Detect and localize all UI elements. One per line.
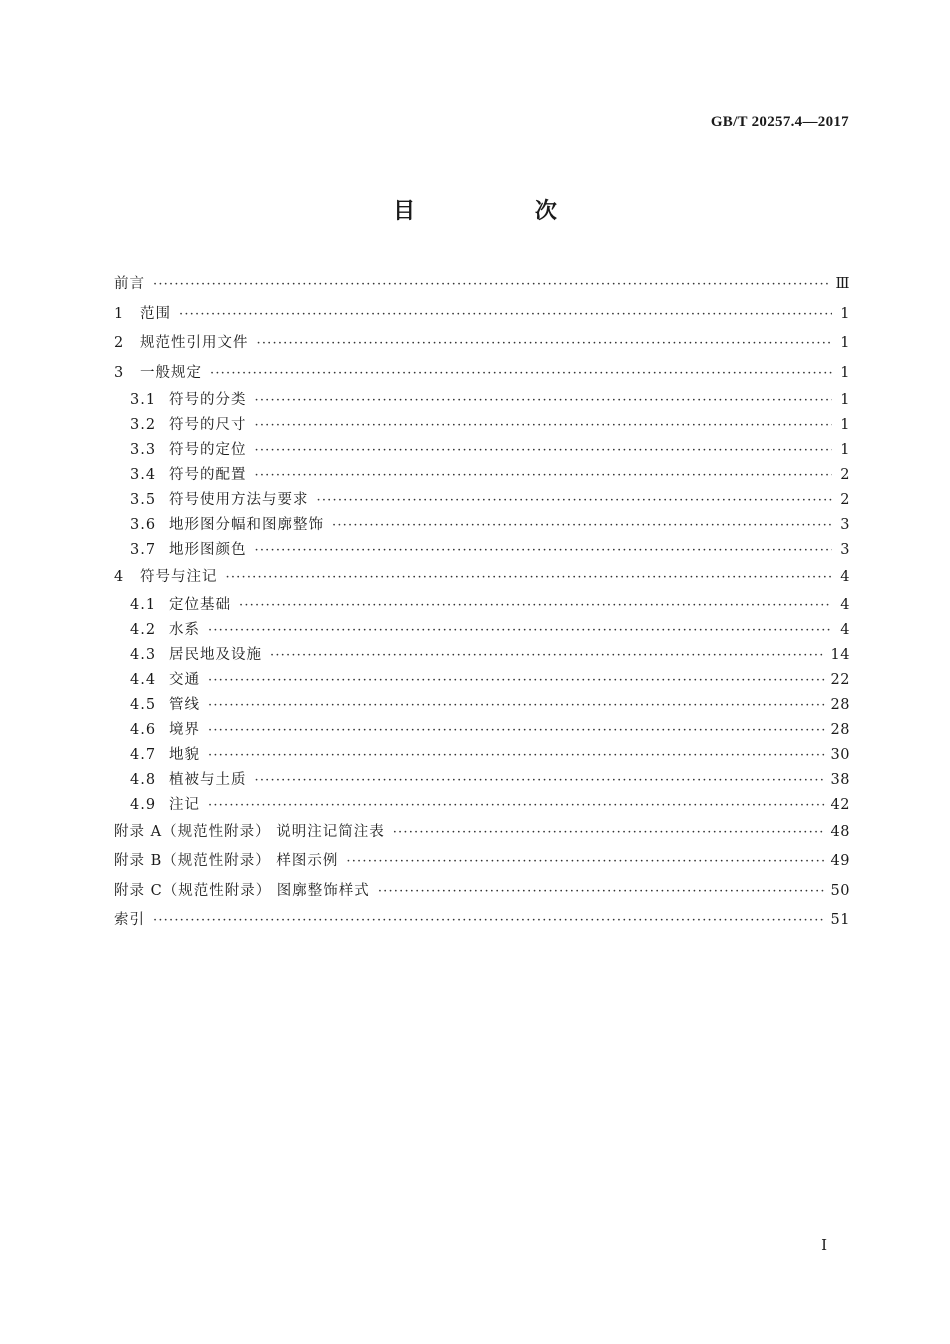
toc-entry-page: 28 — [830, 721, 850, 738]
toc-entry-page: 48 — [830, 823, 850, 840]
toc-entry[interactable] — [114, 413, 850, 438]
toc-entry-page: Ⅲ — [835, 276, 850, 292]
dot-leader — [153, 906, 825, 936]
dot-leader — [255, 463, 833, 488]
toc-entry-page: 51 — [830, 912, 850, 928]
toc-entry-page: 28 — [830, 696, 850, 713]
toc-entry-number: 3.1 — [130, 392, 157, 408]
toc-entry-label: 一般规定 — [140, 364, 202, 381]
toc-entry-label: 规范性引用文件 — [140, 335, 249, 351]
toc-entry[interactable] — [114, 643, 850, 668]
toc-entry-number: 3.4 — [130, 467, 157, 483]
toc-entry-label: 地形图分幅和图廓整饰 — [169, 517, 324, 533]
toc-entry-label: 交通 — [169, 671, 200, 688]
dot-leader — [210, 359, 832, 389]
toc-entry-label: 境界 — [169, 721, 200, 738]
toc-entry-label: 植被与土质 — [169, 771, 247, 788]
toc-entry-page: 1 — [840, 364, 850, 381]
toc-entry-label: 附录 B（规范性附录） 样图示例 — [114, 853, 339, 869]
toc-entry-label: 定位基础 — [169, 596, 231, 613]
toc-entry-label: 符号使用方法与要求 — [169, 492, 309, 508]
toc-entry[interactable] — [114, 768, 850, 793]
toc-entry[interactable] — [114, 877, 850, 907]
toc-entry[interactable] — [114, 359, 850, 389]
toc-entry-label: 符号的定位 — [169, 442, 247, 458]
toc-entry[interactable] — [114, 438, 850, 463]
toc-entry[interactable] — [114, 793, 850, 818]
toc-entry-number: 4.7 — [130, 746, 157, 763]
toc-entry-label: 地貌 — [169, 746, 200, 763]
toc-entry-page: 4 — [840, 569, 850, 585]
toc-entry[interactable] — [114, 668, 850, 693]
toc-entry-number: 4.2 — [130, 621, 157, 638]
toc-entry-number: 4.9 — [130, 796, 157, 813]
standard-code: GB/T 20257.4—2017 — [710, 114, 849, 130]
toc-entry-page: 1 — [840, 442, 850, 458]
toc-entry[interactable] — [114, 718, 850, 743]
toc-entry-label: 地形图颜色 — [169, 542, 247, 558]
toc-entry[interactable] — [114, 563, 850, 593]
dot-leader — [208, 743, 825, 768]
toc-entry-page: 1 — [840, 392, 850, 408]
dot-leader — [239, 593, 832, 618]
toc-entry-number: 4.4 — [130, 671, 157, 688]
toc-entry[interactable] — [114, 538, 850, 563]
toc-entry[interactable] — [114, 463, 850, 488]
dot-leader — [270, 643, 825, 668]
dot-leader — [255, 538, 833, 563]
toc-entry[interactable] — [114, 488, 850, 513]
toc-entry[interactable] — [114, 270, 850, 300]
toc-entry-page: 38 — [830, 771, 850, 788]
toc-entry-page: 49 — [830, 853, 850, 869]
toc-entry[interactable] — [114, 818, 850, 848]
dot-leader — [255, 768, 825, 793]
toc-entry-page: 22 — [830, 671, 850, 688]
toc-entry-page: 1 — [840, 305, 850, 322]
dot-leader — [393, 818, 825, 848]
toc-entry-number: 4.3 — [130, 646, 157, 663]
toc-entry-page: 3 — [840, 542, 850, 558]
toc-entry-number: 3 — [114, 364, 125, 381]
toc-entry-page: 14 — [830, 646, 850, 663]
toc-entry[interactable] — [114, 329, 850, 359]
toc-entry-page: 4 — [840, 621, 850, 638]
dot-leader — [317, 488, 833, 513]
dot-leader — [208, 668, 825, 693]
dot-leader — [255, 413, 833, 438]
toc-entry-label: 范围 — [140, 305, 171, 322]
table-of-contents — [114, 270, 850, 936]
dot-leader — [346, 847, 824, 877]
dot-leader — [208, 618, 832, 643]
dot-leader — [255, 438, 833, 463]
toc-entry-page: 30 — [830, 746, 850, 763]
toc-entry[interactable] — [114, 693, 850, 718]
toc-entry-label: 前言 — [114, 276, 145, 292]
toc-entry-page: 4 — [840, 596, 850, 613]
toc-entry[interactable] — [114, 513, 850, 538]
toc-entry-label: 居民地及设施 — [169, 646, 262, 663]
toc-entry-number: 4.5 — [130, 696, 157, 713]
toc-entry-number: 3.7 — [130, 542, 157, 558]
toc-entry-number: 2 — [114, 335, 125, 351]
toc-entry[interactable] — [114, 618, 850, 643]
toc-entry-page: 2 — [840, 492, 850, 508]
toc-entry-number: 4.8 — [130, 771, 157, 788]
toc-entry-label: 附录 A（规范性附录） 说明注记简注表 — [114, 823, 385, 840]
toc-entry-number: 3.2 — [130, 417, 157, 433]
toc-entry-number: 4 — [114, 569, 125, 585]
toc-entry-label: 符号的尺寸 — [169, 417, 247, 433]
toc-entry-number: 3.3 — [130, 442, 157, 458]
dot-leader — [208, 693, 825, 718]
toc-entry-page: 1 — [840, 417, 850, 433]
toc-entry-number: 1 — [114, 305, 125, 322]
toc-entry-number: 3.6 — [130, 517, 157, 533]
toc-entry-page: 1 — [840, 335, 850, 351]
page-number: Ⅰ — [821, 1238, 827, 1254]
toc-entry[interactable] — [114, 743, 850, 768]
toc-entry[interactable] — [114, 388, 850, 413]
toc-entry-number: 3.5 — [130, 492, 157, 508]
dot-leader — [153, 270, 830, 300]
toc-entry-label: 附录 C（规范性附录） 图廓整饰样式 — [114, 882, 370, 899]
toc-entry[interactable] — [114, 593, 850, 618]
toc-entry[interactable] — [114, 300, 850, 330]
toc-entry-page: 2 — [840, 467, 850, 483]
toc-entry-page: 50 — [830, 882, 850, 899]
dot-leader — [179, 300, 832, 330]
dot-leader — [378, 877, 825, 907]
toc-entry-page: 3 — [840, 517, 850, 533]
toc-entry-label: 水系 — [169, 621, 200, 638]
dot-leader — [257, 329, 833, 359]
toc-entry-number: 4.1 — [130, 596, 157, 613]
toc-entry[interactable] — [114, 906, 850, 936]
toc-entry-number: 4.6 — [130, 721, 157, 738]
toc-entry[interactable] — [114, 847, 850, 877]
page-title: 目 次 — [393, 199, 613, 224]
dot-leader — [208, 793, 825, 818]
toc-entry-label: 管线 — [169, 696, 200, 713]
toc-entry-label: 符号与注记 — [140, 569, 218, 585]
toc-entry-label: 符号的配置 — [169, 467, 247, 483]
toc-entry-label: 符号的分类 — [169, 392, 247, 408]
dot-leader — [208, 718, 825, 743]
toc-entry-label: 索引 — [114, 912, 145, 928]
toc-entry-page: 42 — [830, 796, 850, 813]
dot-leader — [255, 388, 833, 413]
dot-leader — [332, 513, 832, 538]
toc-entry-label: 注记 — [169, 796, 200, 813]
dot-leader — [226, 563, 833, 593]
